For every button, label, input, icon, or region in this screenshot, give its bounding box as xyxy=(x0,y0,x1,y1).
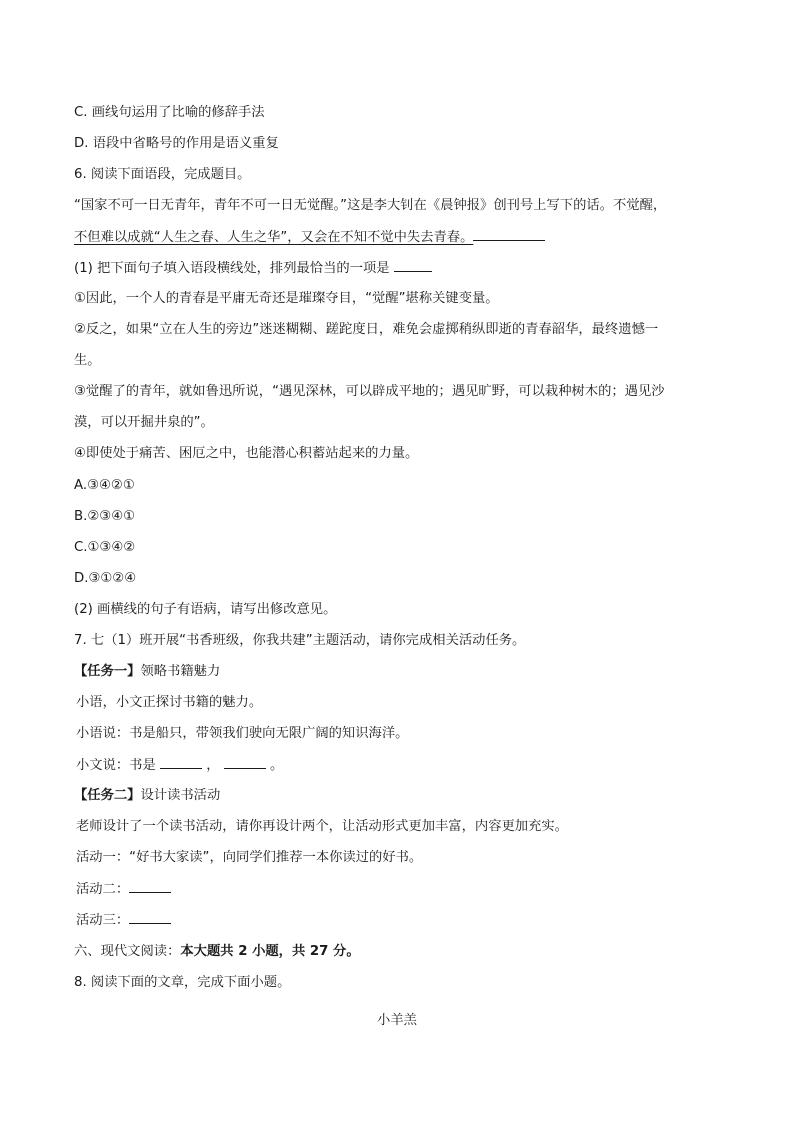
task-1-intro: 小语，小文正探讨书籍的魅力。 xyxy=(76,695,263,710)
activity-2-label: 活动二： xyxy=(76,882,130,897)
period: 。 xyxy=(270,758,284,773)
sentence-2-line-2: 生。 xyxy=(74,353,101,368)
sentence-2-line-1: ②反之，如果“立在人生的旁边”迷迷糊糊、蹉跎度日，难免会虚掷稍纵即逝的青春韶华，最终遗憾一 xyxy=(74,322,659,337)
task-2-label: 【任务二】 xyxy=(74,788,141,803)
task-2-title: 设计读书活动 xyxy=(140,788,221,803)
answer-blank[interactable] xyxy=(129,880,171,893)
section-6-info: 本大题共 2 小题，共 27 分。 xyxy=(180,944,360,959)
passage-line-2 xyxy=(74,228,724,247)
answer-blank[interactable] xyxy=(129,911,171,924)
xiaowen-says-text: 小文说：书是 xyxy=(76,758,156,773)
section-6-title: 六、现代文阅读： xyxy=(74,944,181,959)
choice-d: D.③①②④ xyxy=(74,571,137,586)
task-1-label: 【任务一】 xyxy=(74,664,141,679)
xiaowen-says xyxy=(76,756,726,775)
answer-blank[interactable] xyxy=(473,228,545,241)
question-7-heading: 7. 七（1）班开展“书香班级，你我共建”主题活动，请你完成相关活动任务。 xyxy=(74,633,526,648)
xiaoyu-says: 小语说：书是船只，带领我们驶向无限广阔的知识海洋。 xyxy=(76,726,409,741)
answer-blank[interactable] xyxy=(224,756,266,769)
option-d: D. 语段中省略号的作用是语义重复 xyxy=(74,136,279,151)
answer-blank[interactable] xyxy=(394,259,432,272)
choice-b: B.②③④① xyxy=(74,509,136,524)
activity-3-label: 活动三： xyxy=(76,913,130,928)
section-6-heading xyxy=(74,943,724,961)
sentence-1: ①因此，一个人的青春是平庸无奇还是璀璨夺目，“觉醒”堪称关键变量。 xyxy=(74,291,499,306)
subquestion-1 xyxy=(74,259,724,278)
passage-line-1: “国家不可一日无青年，青年不可一日无觉醒。”这是李大钊在《晨钟报》创刊号上写下的话。不觉醒， xyxy=(74,198,667,213)
task-1-heading xyxy=(74,663,724,681)
subquestion-1-text: (1) 把下面句子填入语段横线处，排列最恰当的一项是 xyxy=(74,261,390,276)
activity-3 xyxy=(76,911,726,930)
underlined-sentence: 不但难以成就“人生之春、人生之华”，又会在不知不觉中失去青春。 xyxy=(74,230,474,245)
task-2-heading xyxy=(74,787,724,805)
option-c: C. 画线句运用了比喻的修辞手法 xyxy=(74,105,265,120)
comma: ， xyxy=(206,758,220,773)
article-title: 小羊羔 xyxy=(377,1013,417,1028)
question-6-heading: 6. 阅读下面语段，完成题目。 xyxy=(74,167,251,182)
task-1-title: 领略书籍魅力 xyxy=(140,664,221,679)
subquestion-2: (2) 画横线的句子有语病，请写出修改意见。 xyxy=(74,602,337,617)
activity-1: 活动一：“好书大家读”，向同学们推荐一本你读过的好书。 xyxy=(76,850,423,865)
activity-2 xyxy=(76,880,726,899)
sentence-4: ④即使处于痛苦、困厄之中，也能潜心积蓄站起来的力量。 xyxy=(74,446,419,461)
sentence-3-line-1: ③觉醒了的青年，就如鲁迅所说，“遇见深林，可以辟成平地的；遇见旷野，可以栽种树木的；遇见沙 xyxy=(74,384,665,399)
choice-c: C.①③④② xyxy=(74,540,136,555)
sentence-3-line-2: 漠，可以开掘井泉的”。 xyxy=(74,415,214,430)
task-2-intro: 老师设计了一个读书活动，请你再设计两个，让活动形式更加丰富，内容更加充实。 xyxy=(76,819,568,834)
answer-blank[interactable] xyxy=(160,756,202,769)
question-8-heading: 8. 阅读下面的文章，完成下面小题。 xyxy=(74,975,291,990)
choice-a: A.③④②① xyxy=(74,478,135,493)
